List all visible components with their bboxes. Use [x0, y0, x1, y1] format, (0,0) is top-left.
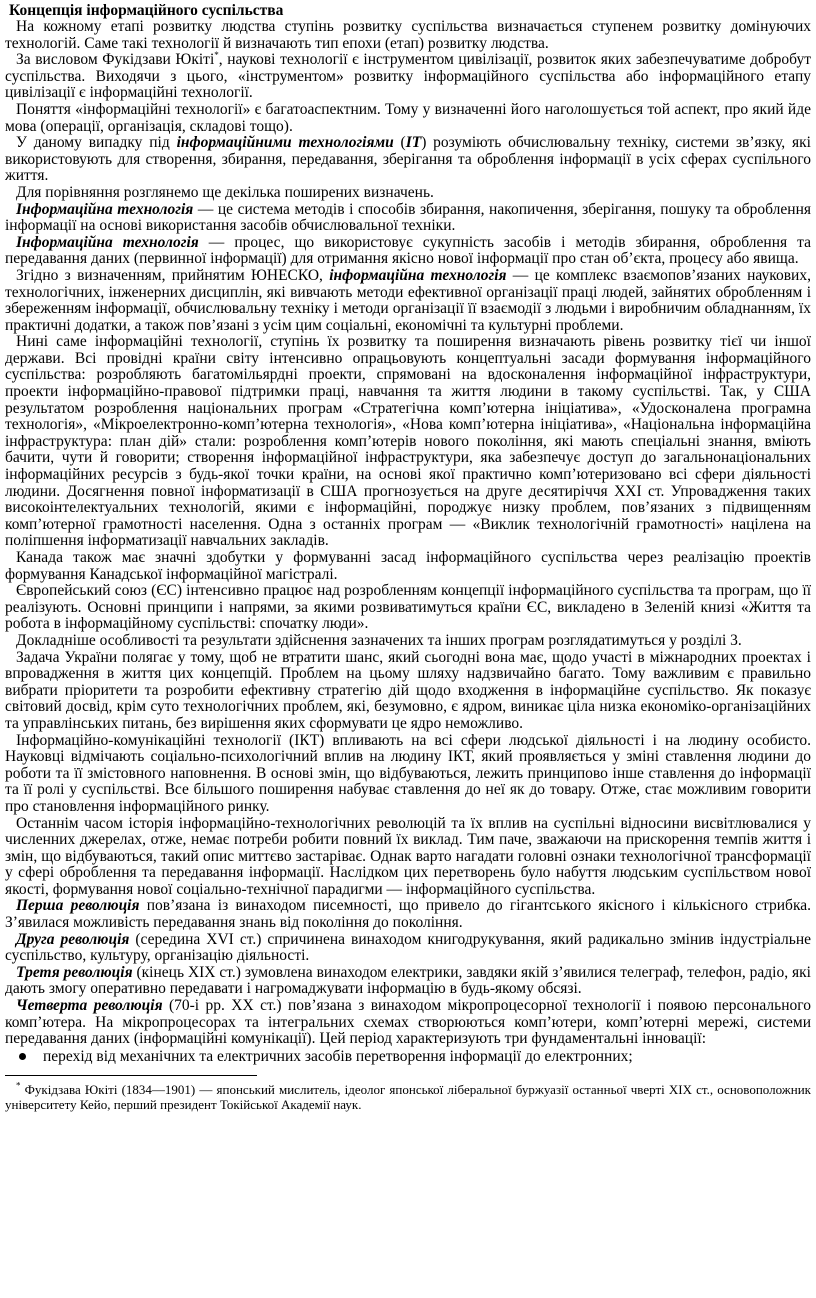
innovation-list	[5, 1048, 811, 1065]
paragraph-text: Задача України полягає у тому, щоб не втратити шанс, який сьогодні вона має, щодо участі в міжнародних проектах і впровадження в життя цих концепцій. Проблем на цьому шляху надзвичайно багато. Тому важливим є правильно вибрати пріоритети та розробити ефективну стратегію дій щодо входження в інформаційне суспільство. Як показує світовий досвід, крім суто технологічних проблем, які, безумовно, є ядром, виникає ціла низка економіко-організаційних та управлінських питань, без вирішення яких сформувати це ядро неможливо.	[5, 648, 811, 732]
term-emphasis: Друга революція	[16, 930, 130, 948]
paragraph-3	[5, 102, 811, 135]
term-emphasis: інформаційна технологія	[329, 266, 507, 284]
paragraph-13	[5, 650, 811, 733]
section-title: Концепція інформаційного суспільства	[9, 2, 284, 19]
paragraph-4	[5, 135, 811, 185]
list-item	[5, 1048, 811, 1065]
paragraph-text: Інформаційно-комунікаційні технології (ІКТ) впливають на всі сфери людської діяльності і на людину особисто. Науковці відмічають соціально-психологічний вплив на людину ІКТ, який проявляється у зміні ставлення людини до роботи та її змістовного наповнення. В основі змін, що відбуваються, лежить принципово інше ставлення до інформації та її ролі у суспільстві. Все більшого поширення набуває ставлення до неї як до товару. Отже, стає можливим говорити про становлення інформаційного ринку.	[5, 731, 811, 815]
footnote-divider	[5, 1075, 257, 1076]
paragraph-text: У даному випадку під	[16, 134, 177, 152]
paragraph-2	[5, 52, 811, 102]
footnote-text: Фукідзава Юкіті (1834—1901) — японський мислитель, ідеолог японської ліберальної буржуазії останньої чверті XIX ст., основоположник університету Кейо, перший президент Токійської Академії наук.	[5, 1081, 811, 1112]
term-emphasis: Четверта революція	[16, 997, 163, 1015]
paragraph-text: Для порівняння розглянемо ще декілька поширених визначень.	[16, 183, 434, 201]
paragraph-text: Докладніше особливості та результати здійснення зазначених та інших програм розглядатимуться у розділі 3.	[16, 631, 742, 649]
term-emphasis: Третя революція	[16, 963, 133, 981]
term-emphasis: інформаційними технологіями	[176, 134, 394, 152]
paragraph-15	[5, 816, 811, 899]
paragraph-17	[5, 932, 811, 965]
term-emphasis: ІТ	[405, 134, 422, 152]
paragraph-10	[5, 550, 811, 583]
paragraph-19	[5, 998, 811, 1048]
paragraph-text: Останнім часом історія інформаційно-технологічних революцій та їх вплив на суспільні відносини висвітлювалися у численних джерелах, отже, немає потреби робити повний їх виклад. Тим паче, зважаючи на прискорення темпів життя і змін, що відбуваються, такий опис миттєво застаріває. Однак варто нагадати головні ознаки технологічної трансформації у сфері оброблення та передавання інформації. Наслідком цих перетворень було набуття людським суспільством нової якості, формування нової соціально-технічної парадигми — інформаційного суспільства.	[5, 814, 811, 898]
paragraph-text: Згідно з визначенням, прийнятим ЮНЕСКО,	[16, 266, 330, 284]
paragraph-11	[5, 583, 811, 633]
paragraph-text: На кожному етапі розвитку людства ступінь розвитку суспільства визначається ступенем розвитку домінуючих технологій. Саме такі технології й визначають тип епохи (етап) розвитку людства.	[5, 18, 811, 52]
footnote-marker[interactable]: *	[214, 50, 219, 61]
term-emphasis: Перша революція	[16, 897, 140, 915]
bullet-icon	[19, 1053, 26, 1060]
paragraph-16	[5, 898, 811, 931]
paragraph-18	[5, 965, 811, 998]
paragraph-text: (кінець XIX ст.) зумовлена винаходом електрики, завдяки якій з’явилися телеграф, телефон, радіо, які дають змогу оперативно передавати і нагромаджувати інформацію в будь-якому обсязі.	[5, 963, 811, 998]
paragraph-6	[5, 202, 811, 235]
paragraph-text: Канада також має значні здобутки у формуванні засад інформаційного суспільства через реалізацію проектів формування Канадської інформаційної магістралі.	[5, 549, 811, 583]
paragraph-text: Поняття «інформаційні технології» є багатоаспектним. Тому у визначенні його наголошується той аспект, про який йде мова (операції, організація, складові тощо).	[5, 100, 811, 135]
paragraph-text: — процес, що використовує сукупність засобів і методів збирання, оброблення та передавання даних (первинної інформації) для отримання якісно нової інформації про стан об’єкта, процесу або явища.	[5, 233, 811, 268]
paragraph-text: ) розуміють обчислювальну техніку, системи зв’язку, які використовують для створення, збирання, передавання, зберігання та оброблення інформації в усіх сферах суспільного життя.	[5, 134, 811, 185]
paragraph-text: — це комплекс взаємопов’язаних наукових, технологічних, інженерних дисциплін, які вивчають методи ефективної організації праці людей, зайнятих обробленням і збереженням інформації, обчислювальну техніку і методи організації її взаємодії з людьми і виробничим обладнанням, їх практичні додатки, а також пов’язані з усім цим соціальні, економічні та культурні проблеми.	[5, 266, 811, 334]
paragraph-5	[5, 185, 811, 202]
paragraph-14	[5, 733, 811, 816]
paragraph-text: (	[393, 134, 406, 152]
paragraph-text: пов’язана із винаходом писемності, що привело до гігантського якісного і кількісного стрибка. З’явилася можливість передавання знань від покоління до покоління.	[5, 897, 811, 932]
list-item-text: перехід від механічних та електричних засобів перетворення інформації до електронних;	[43, 1047, 633, 1065]
paragraph-text: — це система методів і способів збирання, накопичення, зберігання, пошуку та оброблення інформації на основі використання засобів обчислювальної техніки.	[5, 200, 811, 235]
paragraph-9	[5, 334, 811, 550]
paragraph-text: Нині саме інформаційні технології, ступінь їх розвитку та поширення визначають рівень розвитку тієї чи іншої держави. Всі провідні країни світу інтенсивно опрацьовують концептуальні засади формування інформаційного суспільства: розробляють багатомільярдні проекти, спрямовані на вдосконалення інформаційної інфраструктури, проекти інформаційно-правової підтримки праці, навчання та життя людини в такому суспільстві. Так, у США результатом розроблення національних програм «Стратегічна комп’ютерна ініціатива», «Удосконалена програмна технологія», «Мікроелектронно-комп’ютерна технологія», «Нова комп’ютерна ініціатива», «Національна інформаційна інфраструктура: план дій» стали: розроблення комп’ютерів нового покоління, які мають спеціальні знання, вміють бачити, чути й говорити; створення інформаційної інфраструктури, яка забезпечує доступ до загальнонаціональних інформаційних ресурсів з будь-якої точки країни, на основі якої практично комп’ютеризовано всі сфери діяльності людини. Досягнення повної інформатизації в США прогнозується на друге десятиріччя XXI ст. Упровадження таких високоінтелектуальних технологій, якими є інформаційні, породжує низку проблем, пов’язаних з підвищенням комп’ютерної грамотності населення. Одна з останніх програм — «Виклик технологічній грамотності» націлена на поліпшення інформатизації навчальних закладів.	[5, 333, 811, 550]
paragraph-text: Європейський союз (ЄС) інтенсивно працює над розробленням концепції інформаційного суспільства та програм, що її реалізують. Основні принципи і напрями, за якими розвиватимуться країни ЄС, викладено в Зеленій книзі «Життя та робота в інформаційному суспільстві: спочатку люди».	[5, 582, 811, 633]
paragraph-7	[5, 235, 811, 268]
paragraph-text: , наукові технології є інструментом цивілізації, розвиток яких забезпечуватиме добробут суспільства. Виходячи з цього, «інструментом» розвитку інформаційного суспільства або інформаційного етапу цивілізації є інформаційні технології.	[5, 51, 811, 102]
paragraph-1	[5, 19, 811, 52]
paragraph-text: (70-і рр. XX ст.) пов’язана з винаходом мікропроцесорної технології і появою персонального комп’ютера. На мікропроцесорах та інтегральних схемах створюються комп’ютери, комп’ютерні мережі, системи передавання даних (інформаційні комунікації). Цей період характеризують три фундаментальні інновації:	[5, 997, 811, 1048]
paragraph-8	[5, 268, 811, 334]
term-emphasis: Інформаційна технологія	[16, 200, 194, 218]
footnote-marker: *	[16, 1080, 21, 1091]
paragraph-text: (середина XVI ст.) спричинена винаходом книгодрукування, який радикально змінив індустріальне суспільство, культуру, організацію діяльності.	[5, 930, 811, 965]
term-emphasis: Інформаційна технологія	[16, 233, 199, 251]
paragraph-text: За висловом Фукідзави Юкіті	[16, 51, 215, 69]
footnote	[5, 1082, 811, 1112]
paragraph-12	[5, 633, 811, 650]
